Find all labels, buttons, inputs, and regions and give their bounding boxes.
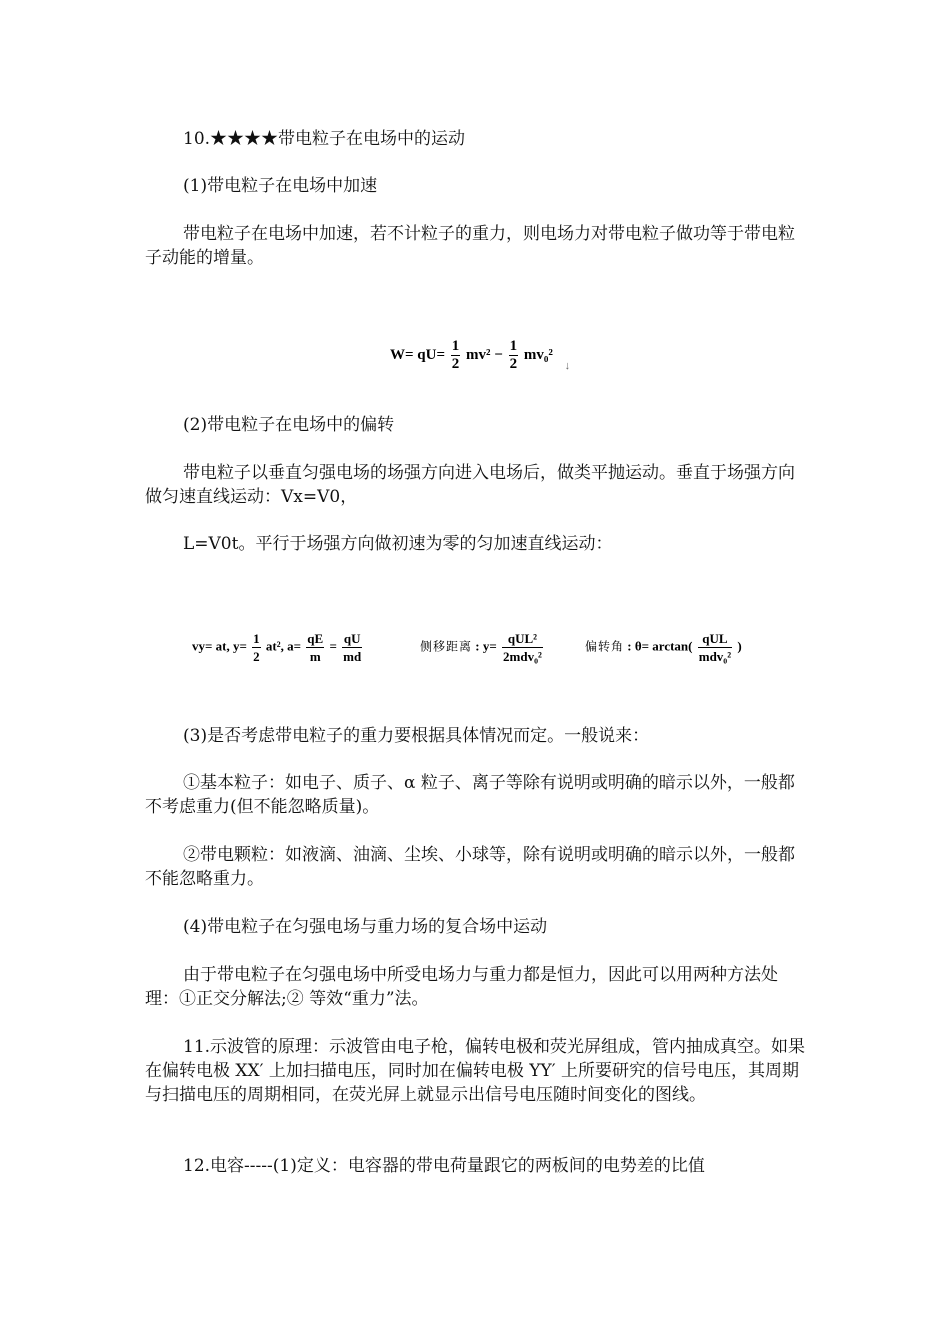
paragraph-acceleration: 带电粒子在电场中加速，若不计粒子的重力，则电场力对带电粒子做功等于带电粒子动能的增量。 (145, 224, 795, 268)
fraction-qU-md (342, 630, 362, 665)
formula-vy: vy= at, y= (192, 638, 247, 654)
frac-num: 1 (253, 631, 260, 646)
paragraph-deflection: 带电粒子以垂直匀强电场的场强方向进入电场后，做类平抛运动。垂直于场强方向做匀速直线运动：Vx=V0， (145, 463, 795, 507)
frac-den: m (309, 649, 321, 664)
formula-at2: at², a= (265, 638, 302, 654)
label-offset: 侧移距离 (420, 639, 473, 654)
fraction-qUL2 (502, 630, 543, 665)
label-angle: 偏转角 (585, 639, 625, 654)
frac-den: 2 (451, 356, 460, 372)
frac-num: qUL² (502, 630, 543, 648)
frac-den: 2mdv₀² (503, 649, 542, 664)
formula-theta: : θ= arctan( (627, 638, 693, 654)
paragraph-composite-field: 由于带电粒子在匀强电场中所受电场力与重力都是恒力，因此可以用两种方法处理：①正交分解法;② 等效“重力”法。 (145, 965, 778, 1009)
formula-deflection (192, 630, 364, 665)
section-12-capacitance: 12.电容-----(1)定义：电容器的带电荷量跟它的两板间的电势差的比值 (183, 1156, 705, 1176)
section-10-heading: 10.★★★★带电粒子在电场中的运动 (183, 129, 466, 149)
subsection-4-heading: (4)带电粒子在匀强电场与重力场的复合场中运动 (183, 917, 548, 937)
frac-den: md (343, 649, 362, 664)
formula-lhs: W= qU= (390, 346, 446, 363)
subsection-1-heading: (1)带电粒子在电场中加速 (183, 176, 378, 196)
fraction-half-b (509, 338, 519, 373)
fraction-half (252, 630, 261, 665)
frac-num: 1 (451, 338, 460, 354)
formula-mv02: mv₀² (523, 346, 553, 363)
formula-close-paren: ) (737, 638, 742, 654)
formula-deflection-angle (585, 630, 742, 665)
paragraph-uniform-motion: L=V0t。平行于场强方向做初速为零的匀加速直线运动： (183, 534, 613, 554)
paragraph-mark-icon: ↓ (564, 359, 571, 372)
frac-den: mdv₀² (698, 649, 732, 664)
fraction-qUL (698, 630, 732, 665)
subsection-3-heading: (3)是否考虑带电粒子的重力要根据具体情况而定。一般说来： (183, 726, 650, 746)
paragraph-charged-particles: ②带电颗粒：如液滴、油滴、尘埃、小球等，除有说明或明确的暗示以外，一般都不能忽略重力。 (145, 845, 795, 889)
frac-num: qU (343, 631, 361, 646)
subsection-2-heading: (2)带电粒子在电场中的偏转 (183, 415, 395, 435)
formula-minus: − (494, 346, 503, 363)
formula-mv2: mv² (466, 346, 491, 363)
formula-work-energy (390, 338, 570, 373)
fraction-half-a (451, 338, 461, 373)
frac-den: 2 (253, 649, 260, 664)
formula-y: : y= (475, 638, 497, 654)
frac-num: qUL (698, 630, 732, 648)
paragraph-basic-particles: ①基本粒子：如电子、质子、α 粒子、离子等除有说明或明确的暗示以外，一般都不考虑重力(但不能忽略质量)。 (145, 773, 795, 817)
fraction-qE-m (306, 630, 324, 665)
formula-offset-distance (420, 630, 545, 665)
frac-den: 2 (509, 356, 518, 372)
frac-num: qE (307, 631, 324, 646)
frac-num: 1 (509, 338, 518, 354)
section-11-oscilloscope: 11.示波管的原理：示波管由电子枪，偏转电极和荧光屏组成，管内抽成真空。如果在偏转电极 XX′ 上加扫描电压，同时加在偏转电极 YY′ 上所要研究的信号电压，其周期与扫描电压的周期相同，在荧光屏上就显示出信号电压随时间变化的图线。 (145, 1037, 806, 1105)
formula-equals: = (329, 638, 337, 654)
